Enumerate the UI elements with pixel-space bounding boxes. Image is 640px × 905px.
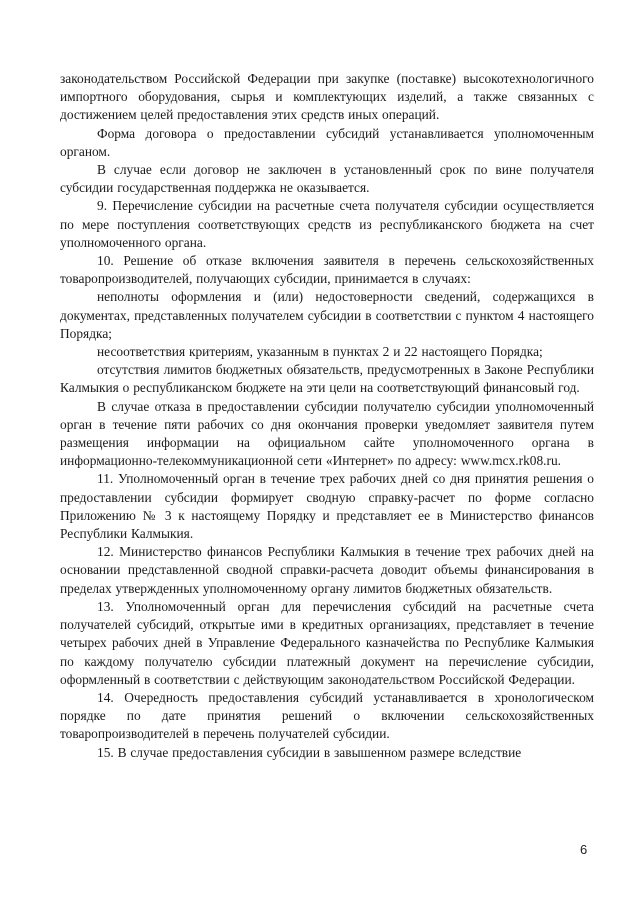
paragraph-6: неполноты оформления и (или) недостоверности сведений, содержащихся в документах, представленных получателем субсидии в соответствии с пунктом 4 настоящего Порядка; xyxy=(60,289,594,341)
paragraph-2: Форма договора о предоставлении субсидий устанавливается уполномоченным органом. xyxy=(60,125,594,159)
paragraph-9: В случае отказа в предоставлении субсидии получателю субсидии уполномоченный орган в течение пяти рабочих со дня окончания проверки уведомляет заявителя путем размещения информации на официальном сайте уполномоченного органа в информационно-телекоммуникационной сети «Интернет» по адресу: www.mcx.rk08.ru. xyxy=(60,398,594,469)
paragraph-11: 12. Министерство финансов Республики Калмыкия в течение трех рабочих дней на основании представленной сводной справки-расчета доводит объемы финансирования в пределах утвержденных уполномоченному органу лимитов бюджетных обязательств. xyxy=(60,544,594,596)
page-number: 6 xyxy=(580,842,588,857)
paragraph-13: 14. Очередность предоставления субсидий устанавливается в хронологическом порядке по дате принятия решений о включении сельскохозяйственных товаропроизводителей в перечень получателей субсидии. xyxy=(60,689,594,742)
paragraph-1: законодательством Российской Федерации при закупке (поставке) высокотехнологичного импортного оборудования, сырья и комплектующих изделий, а также связанных с достижением целей предоставления этих средств иных операций. xyxy=(60,71,594,123)
paragraph-5: 10. Решение об отказе включения заявителя в перечень сельскохозяйственных товаропроизводителей, получающих субсидии, принимается в случаях: xyxy=(60,253,594,287)
paragraph-4: 9. Перечисление субсидии на расчетные счета получателя субсидии осуществляется по мере поступления соответствующих средств из республиканского бюджета на счет уполномоченного органа. xyxy=(60,198,594,250)
document-body xyxy=(60,70,594,762)
paragraph-12: 13. Уполномоченный орган для перечисления субсидий на расчетные счета получателей субсидий, открытые ими в кредитных организациях, представляет в течение четырех рабочих дней в Управление Федерального казначейства по Республике Калмыкия по каждому получателю субсидии платежный документ на перечисление субсидии, оформленный в соответствии с действующим законодательством Российской Федерации. xyxy=(60,598,594,687)
paragraph-3: В случае если договор не заключен в установленный срок по вине получателя субсидии государственная поддержка не оказывается. xyxy=(60,162,594,196)
paragraph-10: 11. Уполномоченный орган в течение трех рабочих дней со дня принятия решения о предоставлении субсидии формирует сводную справку-расчет по форме согласно Приложению № 3 к настоящему Порядку и представляет ее в Министерство финансов Республики Калмыкия. xyxy=(60,471,594,542)
paragraph-8: отсутствия лимитов бюджетных обязательств, предусмотренных в Законе Республики Калмыкия о республиканском бюджете на эти цели на соответствующий финансовый год. xyxy=(60,362,594,396)
paragraph-14: 15. В случае предоставления субсидии в завышенном размере вследствие xyxy=(97,744,522,760)
paragraph-7: несоответствия критериям, указанным в пунктах 2 и 22 настоящего Порядка; xyxy=(97,344,543,360)
